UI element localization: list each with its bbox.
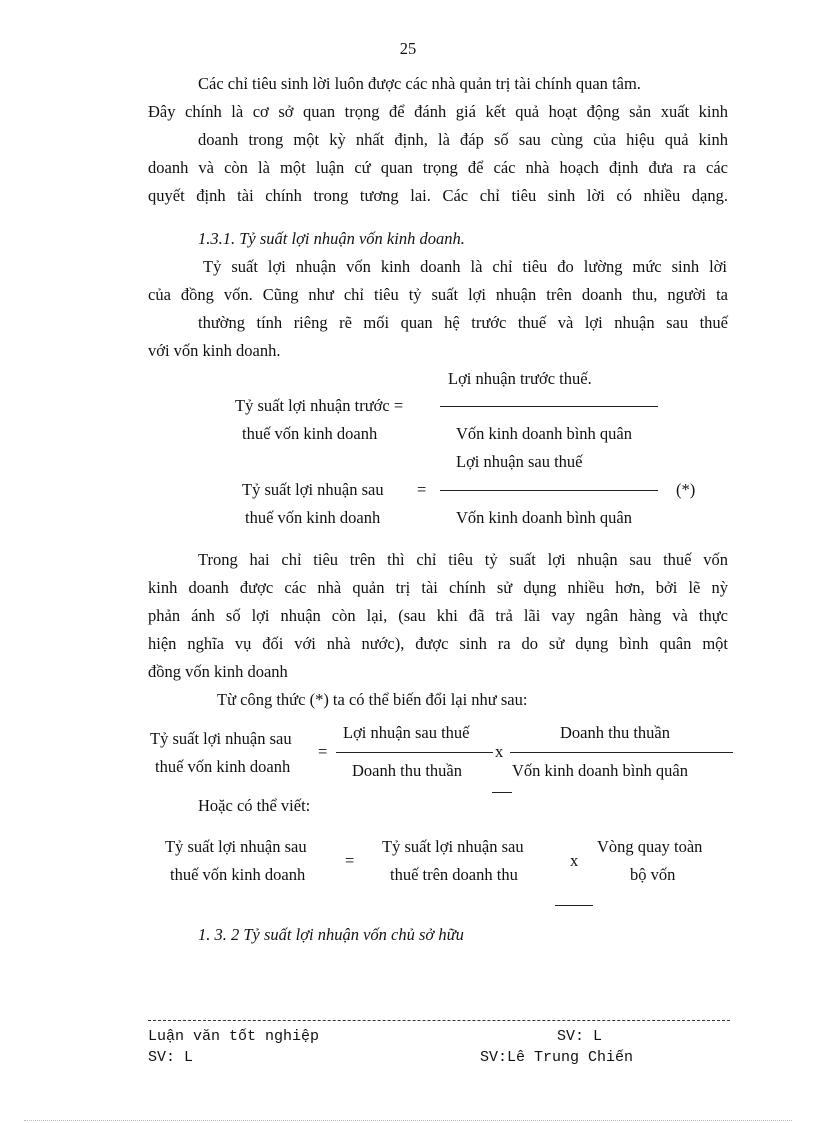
formula4-equals: =: [345, 851, 355, 870]
transform-intro: Từ công thức (*) ta có thể biến đổi lại như sau:: [217, 690, 528, 709]
or-write: Hoặc có thể viết:: [198, 796, 311, 815]
formula4-rhs-line1: Vòng quay toàn: [597, 837, 703, 856]
heading-1-3-2: 1. 3. 2 Tỷ suất lợi nhuận vốn chủ sở hữu: [198, 925, 464, 944]
footer-divider: [148, 1020, 730, 1021]
para1-line2: Đây chính là cơ sở quan trọng để đánh giá kết quả hoạt động sản xuất kinh: [148, 102, 728, 121]
footer-right2: SV:Lê Trung Chiến: [480, 1049, 634, 1066]
para2-line1: Tỷ suất lợi nhuận vốn kinh doanh là chỉ tiêu đo lường mức sinh lời: [203, 257, 727, 276]
formula1-lhs-line2: thuế vốn kinh doanh: [242, 424, 378, 443]
formula2-lhs-line1: Tỷ suất lợi nhuận sau: [242, 480, 384, 499]
formula3-bar1: [336, 752, 493, 753]
para2-line4: với vốn kinh doanh.: [148, 341, 281, 360]
formula1-denominator: Vốn kinh doanh bình quân: [456, 424, 632, 443]
formula3-times: x: [495, 742, 504, 761]
para3-line1: Trong hai chỉ tiêu trên thì chỉ tiêu tỷ suất lợi nhuận sau thuế vốn: [198, 550, 728, 569]
formula3-bar2: [510, 752, 733, 753]
para2-line3: thường tính riêng rẽ mối quan hệ trước thuế và lợi nhuận sau thuế: [198, 313, 728, 332]
formula2-fraction-bar: [440, 490, 658, 491]
formula3-den1: Doanh thu thuần: [352, 761, 462, 780]
para1-line5: quyết định tài chính trong tương lai. Các chỉ tiêu sinh lời có nhiều dạng.: [148, 186, 728, 205]
formula4-lhs-line1: Tỷ suất lợi nhuận sau: [165, 837, 307, 856]
formula1-numerator: Lợi nhuận trước thuế.: [448, 369, 592, 388]
formula3-lhs-line1: Tỷ suất lợi nhuận sau: [150, 729, 292, 748]
para3-line5: đồng vốn kinh doanh: [148, 662, 288, 681]
formula3-lhs-line2: thuế vốn kinh doanh: [155, 757, 291, 776]
formula4-rhs-line2: bộ vốn: [630, 865, 676, 884]
footer-left1: Luận văn tốt nghiệp: [148, 1028, 320, 1045]
formula3-num2: Doanh thu thuần: [560, 723, 670, 742]
para3-line2: kinh doanh được các nhà quản trị tài chính sử dụng nhiều hơn, bởi lẽ nỳ: [148, 578, 728, 597]
formula2-denominator: Vốn kinh doanh bình quân: [456, 508, 632, 527]
formula2-lhs-line2: thuế vốn kinh doanh: [245, 508, 381, 527]
footer-right1: SV: L: [557, 1028, 603, 1045]
formula4-underscore: [555, 905, 593, 906]
formula2-equals: =: [417, 480, 427, 499]
page-number: 25: [399, 39, 417, 58]
heading-1-3-1: 1.3.1. Tỷ suất lợi nhuận vốn kinh doanh.: [198, 229, 465, 248]
formula3-equals: =: [318, 742, 328, 761]
footer-left2: SV: L: [148, 1049, 194, 1066]
formula2-marker: (*): [676, 480, 696, 499]
page-bottom-border: [24, 1120, 792, 1121]
para3-line3: phản ánh số lợi nhuận còn lại, (sau khi đã trả lãi vay ngân hàng và thực: [148, 606, 728, 625]
formula3-den2: Vốn kinh doanh bình quân: [512, 761, 688, 780]
formula1-fraction-bar: [440, 406, 658, 407]
formula3-num1: Lợi nhuận sau thuế: [343, 723, 470, 742]
formula4-mid-line2: thuế trên doanh thu: [390, 865, 518, 884]
formula1-lhs-line1: Tỷ suất lợi nhuận trước =: [235, 396, 404, 415]
para1-line4: doanh và còn là một luận cứ quan trọng để các nhà hoạch định đưa ra các: [148, 158, 728, 177]
para1-line1: Các chỉ tiêu sinh lời luôn được các nhà quản trị tài chính quan tâm.: [198, 74, 641, 93]
para1-line3: doanh trong một kỳ nhất định, là đáp số sau cùng của hiệu quả kinh: [198, 130, 728, 149]
para2-line2: của đồng vốn. Cũng như chỉ tiêu tỷ suất lợi nhuận trên doanh thu, người ta: [148, 285, 728, 304]
formula2-numerator: Lợi nhuận sau thuế: [456, 452, 583, 471]
para3-line4: hiện nghĩa vụ đối với nhà nước), được sinh ra do sử dụng bình quân một: [148, 634, 728, 653]
formula4-lhs-line2: thuế vốn kinh doanh: [170, 865, 306, 884]
formula3-underscore: [492, 792, 512, 793]
formula4-times: x: [570, 851, 579, 870]
formula4-mid-line1: Tỷ suất lợi nhuận sau: [382, 837, 524, 856]
